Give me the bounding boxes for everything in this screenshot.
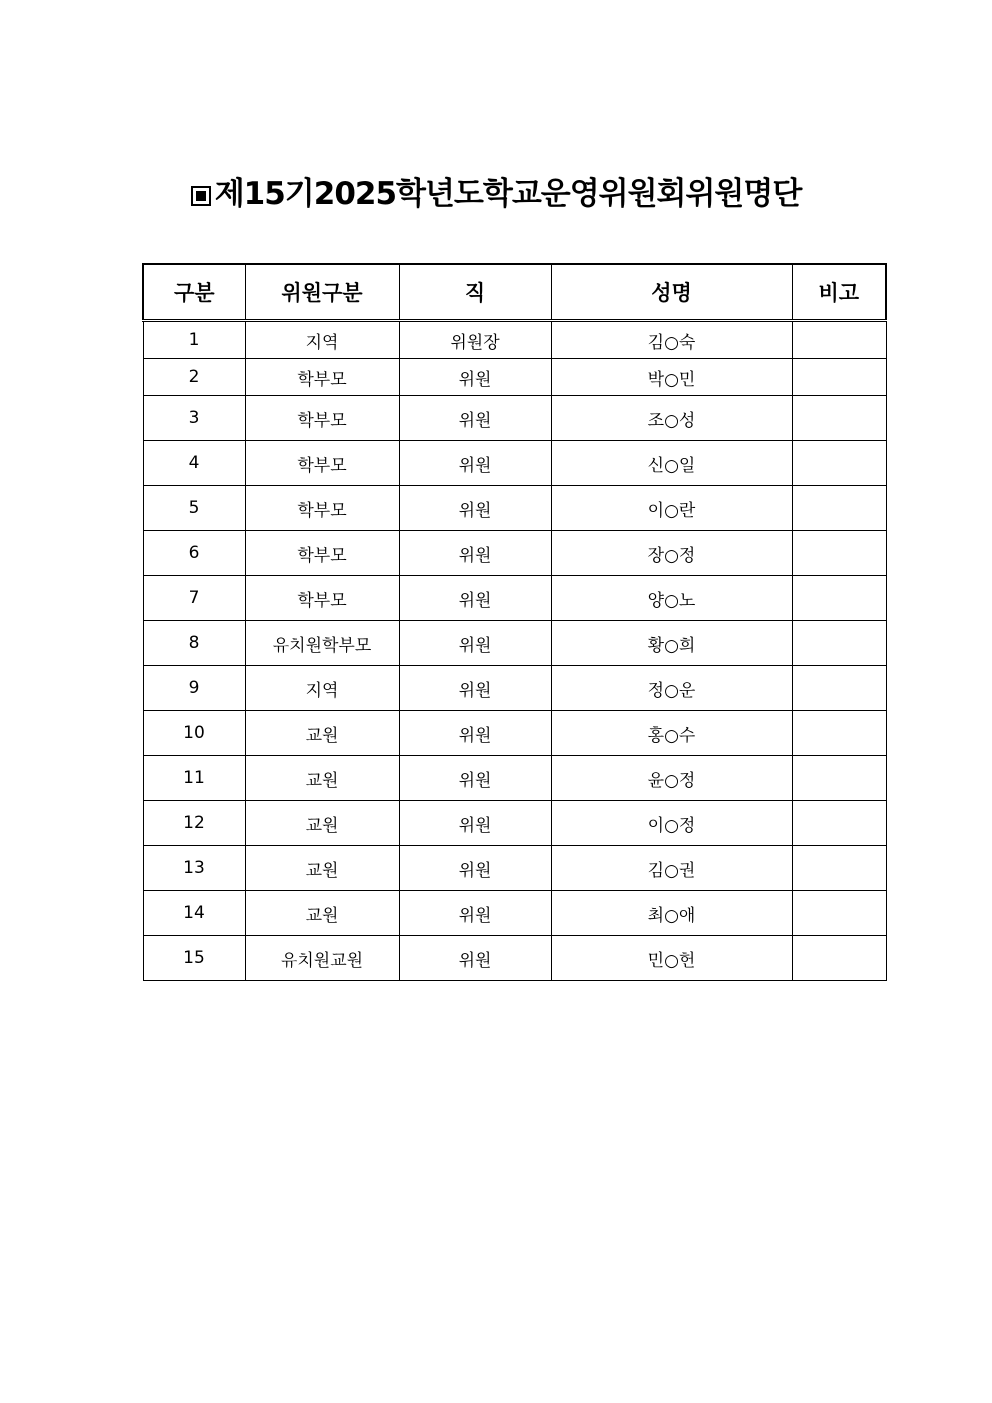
cell-name: 신○일 [551, 441, 792, 486]
cell-no: 7 [143, 576, 245, 621]
table-row [143, 531, 886, 576]
page-title-text: 제15기2025학년도학교운영위원회위원명단 [214, 176, 802, 212]
cell-note [792, 936, 886, 981]
cell-position: 위원 [399, 936, 551, 981]
cell-no: 1 [143, 321, 245, 359]
cell-note [792, 486, 886, 531]
cell-no: 4 [143, 441, 245, 486]
cell-category: 교원 [245, 891, 399, 936]
table-row [143, 846, 886, 891]
cell-note [792, 711, 886, 756]
table-row [143, 666, 886, 711]
cell-category: 학부모 [245, 531, 399, 576]
cell-name: 이○정 [551, 801, 792, 846]
cell-position: 위원 [399, 359, 551, 396]
cell-position: 위원 [399, 621, 551, 666]
cell-position: 위원 [399, 486, 551, 531]
cell-no: 2 [143, 359, 245, 396]
cell-position: 위원 [399, 396, 551, 441]
cell-no: 3 [143, 396, 245, 441]
cell-category: 교원 [245, 846, 399, 891]
cell-category: 교원 [245, 756, 399, 801]
cell-note [792, 621, 886, 666]
cell-category: 학부모 [245, 576, 399, 621]
cell-name: 황○희 [551, 621, 792, 666]
cell-category: 교원 [245, 801, 399, 846]
cell-position: 위원 [399, 666, 551, 711]
cell-position: 위원 [399, 531, 551, 576]
cell-position: 위원 [399, 711, 551, 756]
committee-roster-table [142, 263, 887, 981]
table-row [143, 756, 886, 801]
table-row [143, 359, 886, 396]
cell-note [792, 321, 886, 359]
cell-name: 조○성 [551, 396, 792, 441]
cell-note [792, 359, 886, 396]
cell-category: 유치원학부모 [245, 621, 399, 666]
cell-no: 6 [143, 531, 245, 576]
page-title [0, 168, 992, 213]
cell-name: 정○운 [551, 666, 792, 711]
cell-name: 김○권 [551, 846, 792, 891]
header-position: 직 [399, 264, 551, 321]
cell-note [792, 531, 886, 576]
cell-category: 학부모 [245, 441, 399, 486]
cell-name: 박○민 [551, 359, 792, 396]
cell-category: 학부모 [245, 396, 399, 441]
table-row [143, 396, 886, 441]
header-category: 위원구분 [245, 264, 399, 321]
header-name: 성명 [551, 264, 792, 321]
cell-note [792, 441, 886, 486]
cell-no: 12 [143, 801, 245, 846]
cell-note [792, 801, 886, 846]
cell-position: 위원 [399, 891, 551, 936]
table-row [143, 891, 886, 936]
table-row [143, 486, 886, 531]
cell-note [792, 666, 886, 711]
cell-category: 교원 [245, 711, 399, 756]
cell-category: 지역 [245, 666, 399, 711]
table-row [143, 936, 886, 981]
cell-category: 학부모 [245, 486, 399, 531]
cell-name: 윤○정 [551, 756, 792, 801]
table-row [143, 321, 886, 359]
cell-position: 위원 [399, 576, 551, 621]
cell-category: 학부모 [245, 359, 399, 396]
cell-position: 위원 [399, 846, 551, 891]
cell-position: 위원 [399, 801, 551, 846]
cell-note [792, 576, 886, 621]
cell-name: 김○숙 [551, 321, 792, 359]
cell-name: 장○정 [551, 531, 792, 576]
cell-no: 8 [143, 621, 245, 666]
cell-position: 위원장 [399, 321, 551, 359]
cell-note [792, 891, 886, 936]
cell-note [792, 756, 886, 801]
cell-name: 민○헌 [551, 936, 792, 981]
header-note: 비고 [792, 264, 886, 321]
cell-no: 11 [143, 756, 245, 801]
cell-no: 9 [143, 666, 245, 711]
table-header-row [143, 264, 886, 321]
cell-category: 유치원교원 [245, 936, 399, 981]
cell-no: 15 [143, 936, 245, 981]
cell-position: 위원 [399, 756, 551, 801]
table-row [143, 441, 886, 486]
cell-name: 홍○수 [551, 711, 792, 756]
cell-position: 위원 [399, 441, 551, 486]
table-row [143, 801, 886, 846]
table-row [143, 621, 886, 666]
cell-note [792, 846, 886, 891]
cell-no: 13 [143, 846, 245, 891]
cell-name: 이○란 [551, 486, 792, 531]
cell-name: 양○노 [551, 576, 792, 621]
cell-no: 14 [143, 891, 245, 936]
cell-note [792, 396, 886, 441]
table-body [143, 321, 886, 981]
table-row [143, 711, 886, 756]
header-no: 구분 [143, 264, 245, 321]
table-row [143, 576, 886, 621]
cell-category: 지역 [245, 321, 399, 359]
filled-square-icon [191, 186, 211, 206]
cell-no: 10 [143, 711, 245, 756]
cell-name: 최○애 [551, 891, 792, 936]
cell-no: 5 [143, 486, 245, 531]
